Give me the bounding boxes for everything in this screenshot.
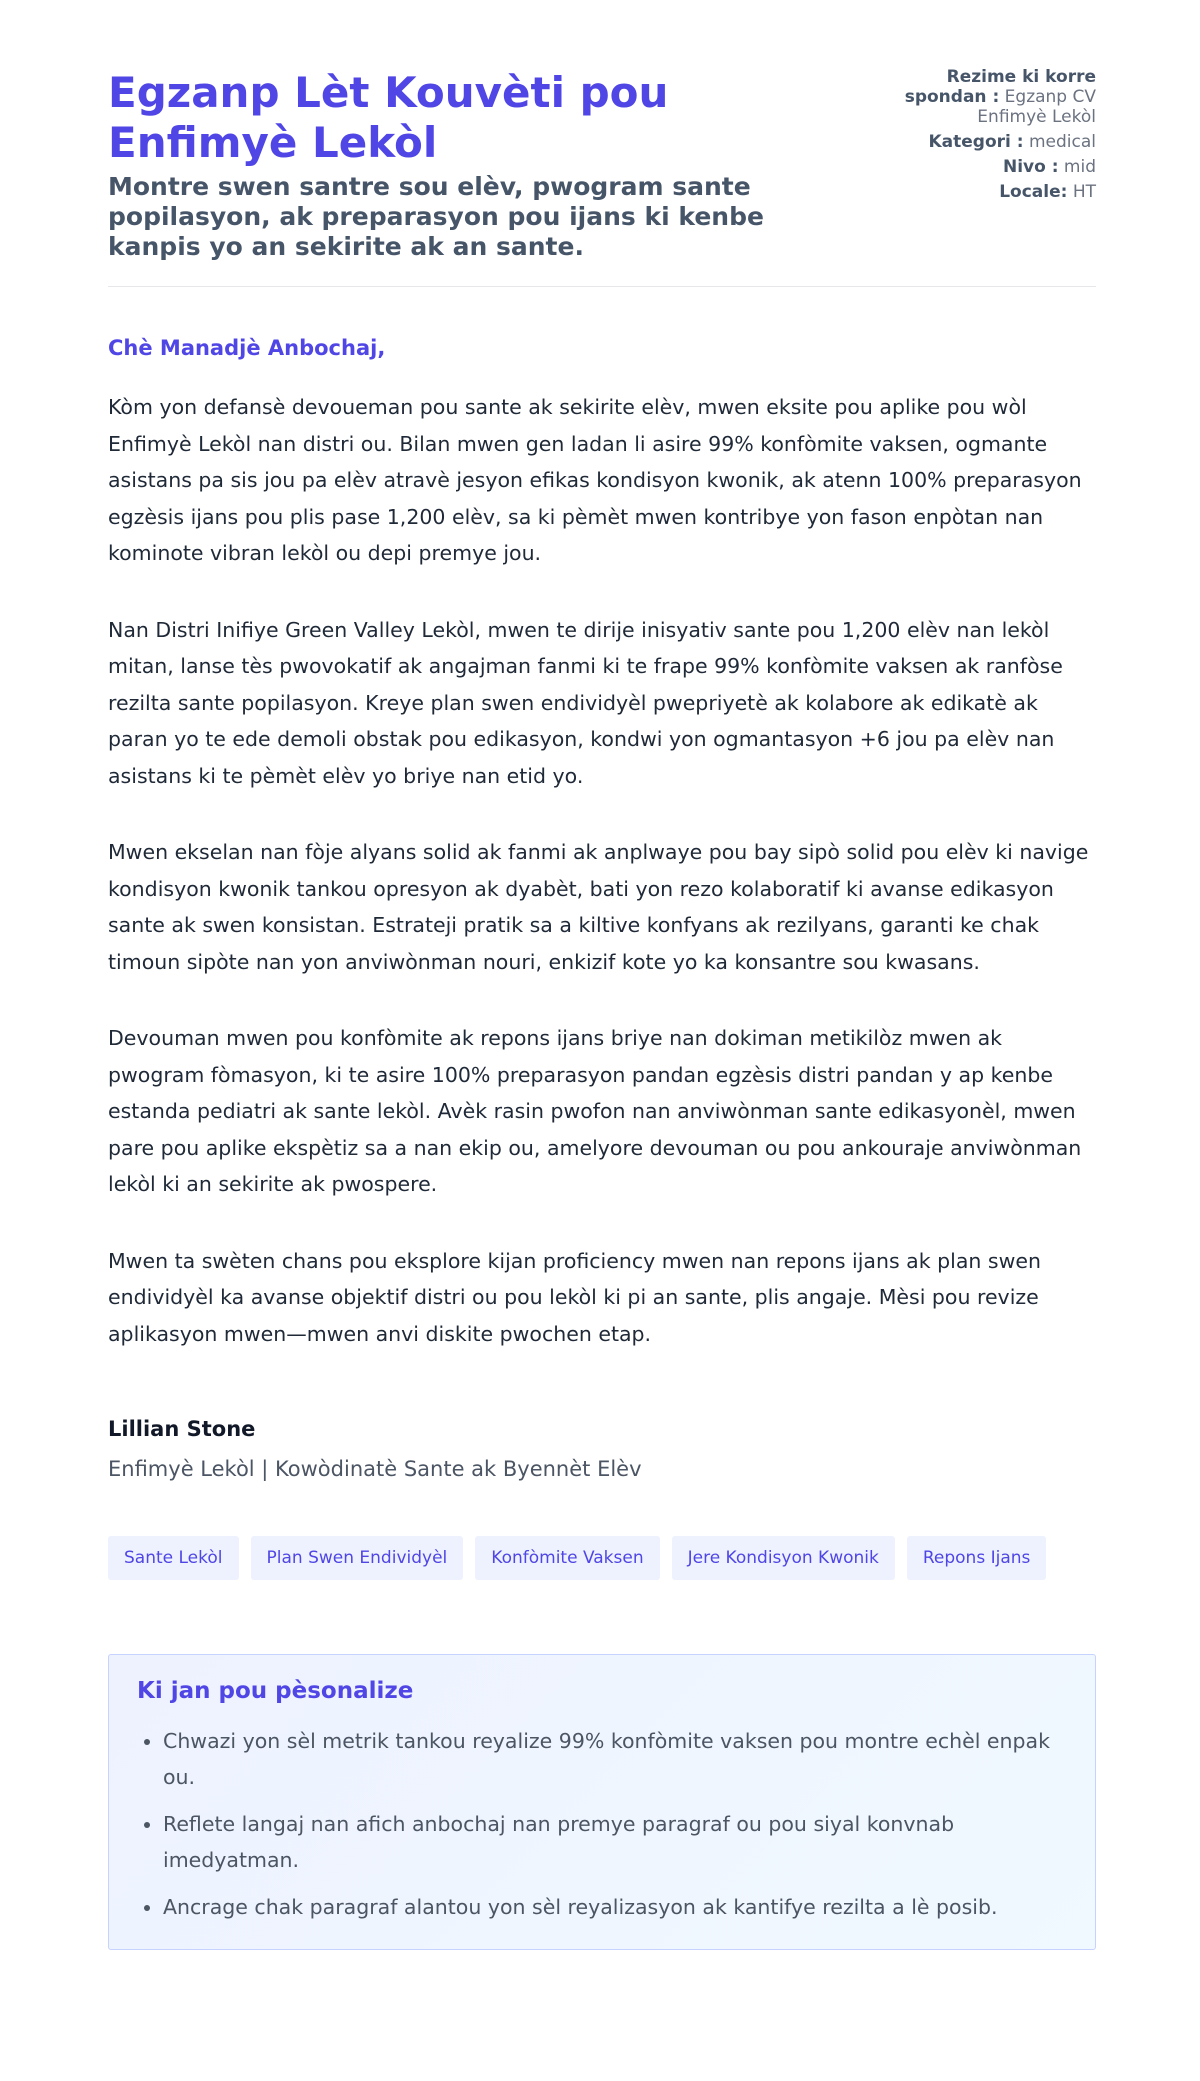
skill-tag[interactable]: Sante Lekòl [108,1536,239,1580]
meta-level-value: mid [1063,157,1096,177]
skill-tag[interactable]: Konfòmite Vaksen [475,1536,659,1580]
letter-paragraph: Mwen ekselan nan fòje alyans solid ak fanmi ak anplwaye pou bay sipò solid pou elèv ki navige kondisyon kwonik tankou opresyon ak dyabèt, bati yon rezo kolaboratif ki avanse edikasyon sante ak swen konsistan. Estrateji pratik sa a kiltive konfyans ak rezilyans, garanti ke chak timoun sipòte nan yon anviwònman nouri, enkizif kote yo ka konsantre sou kwasans. [108,840,1089,974]
meta-locale-value: HT [1072,182,1096,202]
customization-tips-box [108,1654,1096,1950]
meta-summary [876,67,1096,127]
skill-tag[interactable]: Plan Swen Endividyèl [251,1536,464,1580]
meta-locale-label: Locale: [999,182,1068,202]
page-title: Egzanp Lèt Kouvèti pou Enfimyè Lekòl [108,68,669,167]
letter-paragraph: Kòm yon defansè devoueman pou sante ak sekirite elèv, mwen eksite pou aplike pou wòl Enfimyè Lekòl nan distri ou. Bilan mwen gen ladan li asire 99% konfòmite vaksen, ogmante asistans pa sis jou pa elèv atravè jesyon efikas kondisyon kwonik, ak atenn 100% preparasyon egzèsis ijans pou plis pase 1,200 elèv, sa ki pèmèt mwen kontribye yon fason enpòtan nan kominote vibran lekòl ou depi premye jou. [108,395,1082,565]
meta-level [876,157,1096,177]
meta-locale [876,182,1096,202]
signature-name: Lillian Stone [108,1417,256,1441]
document-header [108,0,1096,287]
letter-paragraph: Mwen ta swèten chans pou eksplore kijan proficiency mwen nan repons ijans ak plan swen endividyèl ka avanse objektif distri ou pou lekòl ki pi an sante, plis angaje. Mèsi pou revize aplikasyon mwen—mwen anvi diskite pwochen etap. [108,1248,1041,1346]
skill-tag[interactable]: Jere Kondisyon Kwonik [672,1536,895,1580]
tip-item: • Ancrage chak paragraf alantou yon sèl reyalizasyon ak kantifye rezilta a lè posib. [163,1889,1067,1925]
letter-paragraph: Nan Distri Inifiye Green Valley Lekòl, mwen te dirije inisyativ sante pou 1,200 elèv nan lekòl mitan, lanse tès pwovokatif ak angajman fanmi ki te frape 99% konfòmite vaksen ak ranfòse rezilta sante popilasyon. Kreye plan swen endividyèl pwepriyetè ak kolabore ak edikatè ak paran yo te ede demoli obstak pou edikasyon, kondwi yon ogmantasyon +6 jou pa elèv nan asistans ki te pèmèt elèv yo briye nan etid yo. [108,617,1063,788]
meta-category-value: medical [1028,132,1096,152]
tips-list [137,1723,1067,1925]
letter-body [108,389,1096,1352]
skill-tags [108,1536,1096,1580]
meta-level-label: Nivo : [1002,157,1059,177]
meta-panel [876,67,1096,207]
meta-summary-label: Rezime ki korre spondan : [904,67,1096,107]
letter-greeting: Chè Manadjè Anbochaj, [108,336,386,360]
letter-paragraph: Devouman mwen pou konfòmite ak repons ijans briye nan dokiman metikilòz mwen ak pwogram fòmasyon, ki te asire 100% preparasyon pandan egzèsis distri pandan y ap kenbe estanda pediatri ak sante lekòl. Avèk rasin pwofon nan anviwònman sante edikasyonèl, mwen pare pou aplike ekspètiz sa a nan ekip ou, amelyore devouman ou pou ankouraje anviwònman lekòl ki an sekirite ak pwospere. [108,1026,1082,1196]
meta-category [876,132,1096,152]
skill-tag[interactable]: Repons Ijans [907,1536,1047,1580]
tip-item: • Reflete langaj nan afich anbochaj nan premye paragraf ou pou siyal konvnab imedyatman. [163,1806,1067,1878]
meta-summary-value[interactable]: Egzanp CV Enfimyè Lekòl [977,87,1096,127]
tip-item: • Chwazi yon sèl metrik tankou reyalize 99% konfòmite vaksen pou montre echèl enpak ou. [163,1723,1067,1795]
page-subtitle: Montre swen santre sou elèv, pwogram sante popilasyon, ak preparasyon pou ijans ki kenbe kanpis yo an sekirite ak an sante. [108,172,764,261]
tips-title: Ki jan pou pèsonalize [137,1678,414,1704]
cover-letter-page [108,0,1096,1950]
signature-role: Enfimyè Lekòl | Kowòdinatè Sante ak Byennèt Elèv [108,1457,642,1481]
meta-category-label: Kategori : [928,132,1024,152]
